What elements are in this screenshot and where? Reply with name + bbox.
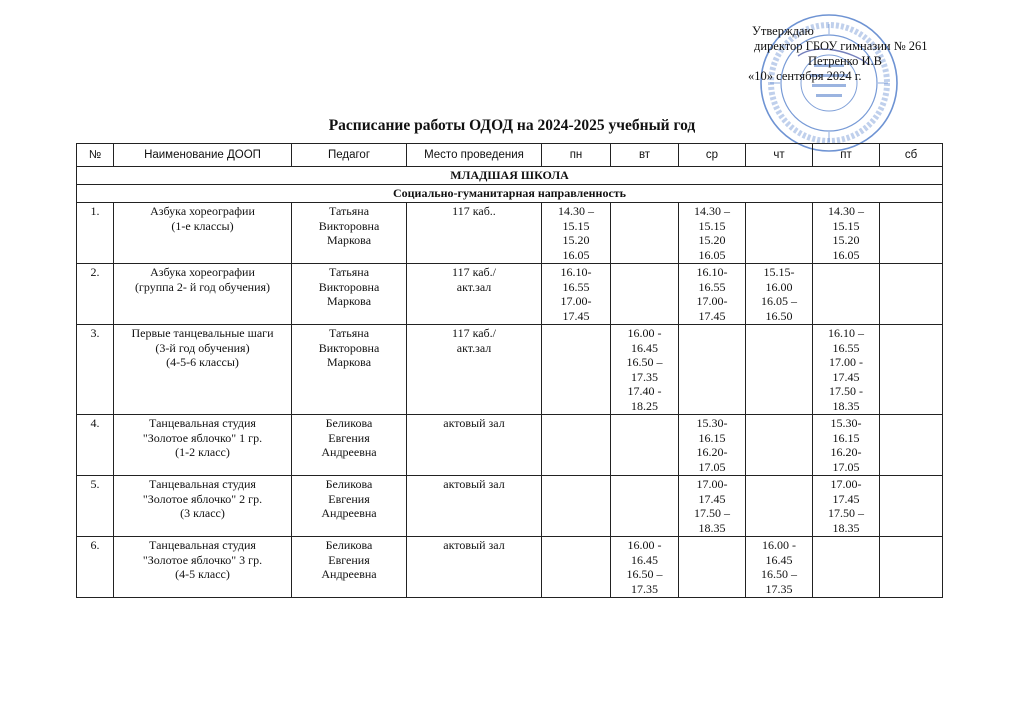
cell-line: 16.05 <box>698 247 726 262</box>
column-header: Педагог <box>292 144 407 167</box>
cell-line: 16.05 <box>832 247 860 262</box>
cell-line: 16.55 <box>698 279 726 294</box>
row-number: 4. <box>77 415 114 476</box>
day-time-cell <box>880 264 943 325</box>
table-row <box>77 203 943 264</box>
column-header: Наименование ДООП <box>114 144 292 167</box>
day-time-cell <box>813 537 880 598</box>
location-cell <box>407 264 542 325</box>
day-time-cell <box>542 264 611 325</box>
cell-line: 17.00- <box>696 294 728 308</box>
cell-line: 17.00- <box>830 477 862 491</box>
day-time-cell <box>813 476 880 537</box>
cell-line: (3-й год обучения) <box>155 340 250 355</box>
day-time-cell <box>880 415 943 476</box>
location-cell <box>407 325 542 415</box>
day-time-cell <box>880 325 943 415</box>
cell-line: Маркова <box>326 355 372 369</box>
day-time-cell <box>611 203 679 264</box>
cell-line: акт.зал <box>456 279 492 294</box>
day-time-cell <box>880 537 943 598</box>
day-time-cell <box>746 415 813 476</box>
column-header: ср <box>679 144 746 167</box>
cell-line: 16.05 – <box>761 294 797 308</box>
cell-line: 15.30- <box>830 416 862 430</box>
cell-line: 16.15 <box>832 430 860 445</box>
cell-line: 117 каб.. <box>452 204 496 218</box>
approval-block <box>748 24 1008 84</box>
program-name-cell <box>114 203 292 264</box>
teacher-cell <box>292 325 407 415</box>
cell-line: (4-5-6 классы) <box>166 355 239 369</box>
cell-line: 18.35 <box>832 398 860 413</box>
table-header-row <box>77 144 943 167</box>
cell-line: 15.15- <box>763 265 795 279</box>
cell-line: Евгения <box>328 491 370 506</box>
cell-line: 17.45 <box>832 491 860 506</box>
day-time-cell <box>611 537 679 598</box>
approval-line-4: «10» сентября 2024 г. <box>748 69 862 83</box>
cell-line: Азбука хореографии <box>150 265 255 279</box>
day-time-cell <box>611 264 679 325</box>
cell-line: Викторовна <box>318 218 380 233</box>
cell-line: 15.20 <box>562 233 590 247</box>
day-time-cell <box>611 415 679 476</box>
cell-line: 17.45 <box>698 308 726 323</box>
row-number: 5. <box>77 476 114 537</box>
cell-line: 16.50 – <box>761 567 797 581</box>
cell-line: 15.20 <box>832 233 860 247</box>
day-time-cell <box>542 476 611 537</box>
teacher-cell <box>292 203 407 264</box>
cell-line: акт.зал <box>456 340 492 355</box>
day-time-cell <box>813 264 880 325</box>
location-cell <box>407 476 542 537</box>
day-time-cell <box>542 325 611 415</box>
cell-line: Танцевальная студия <box>149 416 256 430</box>
location-cell <box>407 537 542 598</box>
cell-line: 14.30 – <box>828 204 864 218</box>
cell-line: 16.45 <box>631 340 658 355</box>
day-time-cell <box>611 325 679 415</box>
cell-line: Первые танцевальные шаги <box>131 326 274 340</box>
cell-line: 16.10 – <box>828 326 864 340</box>
day-time-cell <box>542 415 611 476</box>
cell-line: Беликова <box>325 416 373 430</box>
section-school-label: МЛАДШАЯ ШКОЛА <box>77 167 943 185</box>
day-time-cell <box>813 203 880 264</box>
cell-line: 16.00 <box>765 279 793 294</box>
day-time-cell <box>679 325 746 415</box>
cell-line: 17.40 - <box>627 384 662 398</box>
cell-line: (1-2 класс) <box>175 445 230 459</box>
program-name-cell <box>114 476 292 537</box>
day-time-cell <box>679 264 746 325</box>
cell-line: 16.45 <box>631 552 658 567</box>
cell-line: актовый зал <box>443 477 505 491</box>
day-time-cell <box>880 203 943 264</box>
cell-line: 18.25 <box>631 398 658 413</box>
cell-line: Беликова <box>325 538 373 552</box>
section-row-school <box>77 167 943 185</box>
row-number: 6. <box>77 537 114 598</box>
day-time-cell <box>880 476 943 537</box>
cell-line: 16.50 – <box>626 355 663 369</box>
approval-line-1: Утверждаю <box>752 24 814 38</box>
cell-line: 117 каб./ <box>452 326 496 340</box>
cell-line: Андреевна <box>321 445 377 459</box>
cell-line: (4-5 класс) <box>175 567 230 581</box>
cell-line: Азбука хореографии <box>150 204 255 218</box>
approval-line-3: Петренко И.В <box>808 54 882 68</box>
document-title: Расписание работы ОДОД на 2024-2025 учебный год <box>328 117 696 134</box>
section-row-direction <box>77 185 943 203</box>
table-row <box>77 537 943 598</box>
cell-line: 15.15 <box>698 218 726 233</box>
table-row <box>77 476 943 537</box>
day-time-cell <box>746 325 813 415</box>
teacher-cell <box>292 415 407 476</box>
cell-line: 117 каб./ <box>452 265 496 279</box>
day-time-cell <box>679 415 746 476</box>
cell-line: 17.45 <box>562 308 590 323</box>
cell-line: 16.10- <box>560 265 592 279</box>
cell-line: 16.15 <box>698 430 726 445</box>
day-time-cell <box>679 476 746 537</box>
day-time-cell <box>746 203 813 264</box>
day-time-cell <box>746 264 813 325</box>
cell-line: 17.35 <box>631 581 658 596</box>
location-cell <box>407 203 542 264</box>
cell-line: 17.00 - <box>829 355 863 369</box>
row-number: 1. <box>77 203 114 264</box>
cell-line: 16.00 - <box>627 326 662 340</box>
location-cell <box>407 415 542 476</box>
cell-line: 15.15 <box>832 218 860 233</box>
cell-line: 16.00 - <box>762 538 796 552</box>
column-header: сб <box>880 144 943 167</box>
day-time-cell <box>611 476 679 537</box>
cell-line: Беликова <box>325 477 373 491</box>
cell-line: (1-е классы) <box>171 218 234 233</box>
section-direction-label: Социально-гуманитарная направленность <box>77 185 943 203</box>
day-time-cell <box>746 537 813 598</box>
day-time-cell <box>813 325 880 415</box>
program-name-cell <box>114 415 292 476</box>
cell-line: (3 класс) <box>180 506 225 520</box>
day-time-cell <box>679 203 746 264</box>
cell-line: 16.00 - <box>627 538 662 552</box>
cell-line: Евгения <box>328 430 370 445</box>
program-name-cell <box>114 264 292 325</box>
cell-line: 17.50 – <box>828 506 864 520</box>
program-name-cell <box>114 325 292 415</box>
cell-line: 16.20- <box>830 445 862 459</box>
cell-line: Танцевальная студия <box>149 538 256 552</box>
cell-line: 15.20 <box>698 233 726 247</box>
day-time-cell <box>542 203 611 264</box>
cell-line: Евгения <box>328 552 370 567</box>
table-row <box>77 264 943 325</box>
cell-line: 15.30- <box>696 416 728 430</box>
cell-line: 17.00- <box>696 477 728 491</box>
cell-line: Викторовна <box>318 340 380 355</box>
cell-line: (группа 2- й год обучения) <box>134 279 271 294</box>
cell-line: Татьяна <box>328 326 370 340</box>
cell-line: Андреевна <box>321 506 377 520</box>
cell-line: 14.30 – <box>694 204 730 218</box>
cell-line: 17.50 – <box>694 506 730 520</box>
cell-line: "Золотое яблочко" 1 гр. <box>142 430 263 445</box>
teacher-cell <box>292 537 407 598</box>
column-header: № <box>77 144 114 167</box>
column-header: чт <box>746 144 813 167</box>
cell-line: актовый зал <box>443 538 505 552</box>
cell-line: Татьяна <box>328 265 370 279</box>
row-number: 2. <box>77 264 114 325</box>
cell-line: актовый зал <box>443 416 505 430</box>
cell-line: 16.55 <box>562 279 590 294</box>
column-header: пт <box>813 144 880 167</box>
day-time-cell <box>746 476 813 537</box>
schedule-table <box>76 143 943 598</box>
row-number: 3. <box>77 325 114 415</box>
table-row <box>77 325 943 415</box>
cell-line: 17.35 <box>765 581 793 596</box>
cell-line: 17.00- <box>560 294 592 308</box>
cell-line: 17.50 - <box>829 384 863 398</box>
cell-line: 16.05 <box>562 247 590 262</box>
table-row <box>77 415 943 476</box>
column-header: пн <box>542 144 611 167</box>
cell-line: 16.55 <box>832 340 860 355</box>
cell-line: Маркова <box>326 233 372 247</box>
cell-line: 18.35 <box>698 520 726 535</box>
approval-line-2: директор ГБОУ гимназии № 261 <box>754 39 928 53</box>
cell-line: 17.35 <box>631 369 658 384</box>
cell-line: Маркова <box>326 294 372 308</box>
cell-line: Татьяна <box>328 204 370 218</box>
cell-line: 18.35 <box>832 520 860 535</box>
cell-line: 14.30 – <box>558 204 594 218</box>
cell-line: 17.05 <box>698 459 726 474</box>
column-header: Место проведения <box>407 144 542 167</box>
day-time-cell <box>542 537 611 598</box>
cell-line: "Золотое яблочко" 2 гр. <box>142 491 263 506</box>
cell-line: 17.05 <box>832 459 860 474</box>
cell-line: Андреевна <box>321 567 377 581</box>
teacher-cell <box>292 264 407 325</box>
cell-line: 16.20- <box>696 445 728 459</box>
cell-line: 17.45 <box>832 369 860 384</box>
cell-line: 15.15 <box>562 218 590 233</box>
program-name-cell <box>114 537 292 598</box>
cell-line: Викторовна <box>318 279 380 294</box>
cell-line: 16.45 <box>765 552 793 567</box>
cell-line: 16.10- <box>696 265 728 279</box>
cell-line: "Золотое яблочко" 3 гр. <box>142 552 263 567</box>
day-time-cell <box>813 415 880 476</box>
cell-line: 16.50 – <box>626 567 663 581</box>
cell-line: 16.50 <box>765 308 793 323</box>
column-header: вт <box>611 144 679 167</box>
cell-line: 17.45 <box>698 491 726 506</box>
cell-line: Танцевальная студия <box>149 477 256 491</box>
teacher-cell <box>292 476 407 537</box>
day-time-cell <box>679 537 746 598</box>
